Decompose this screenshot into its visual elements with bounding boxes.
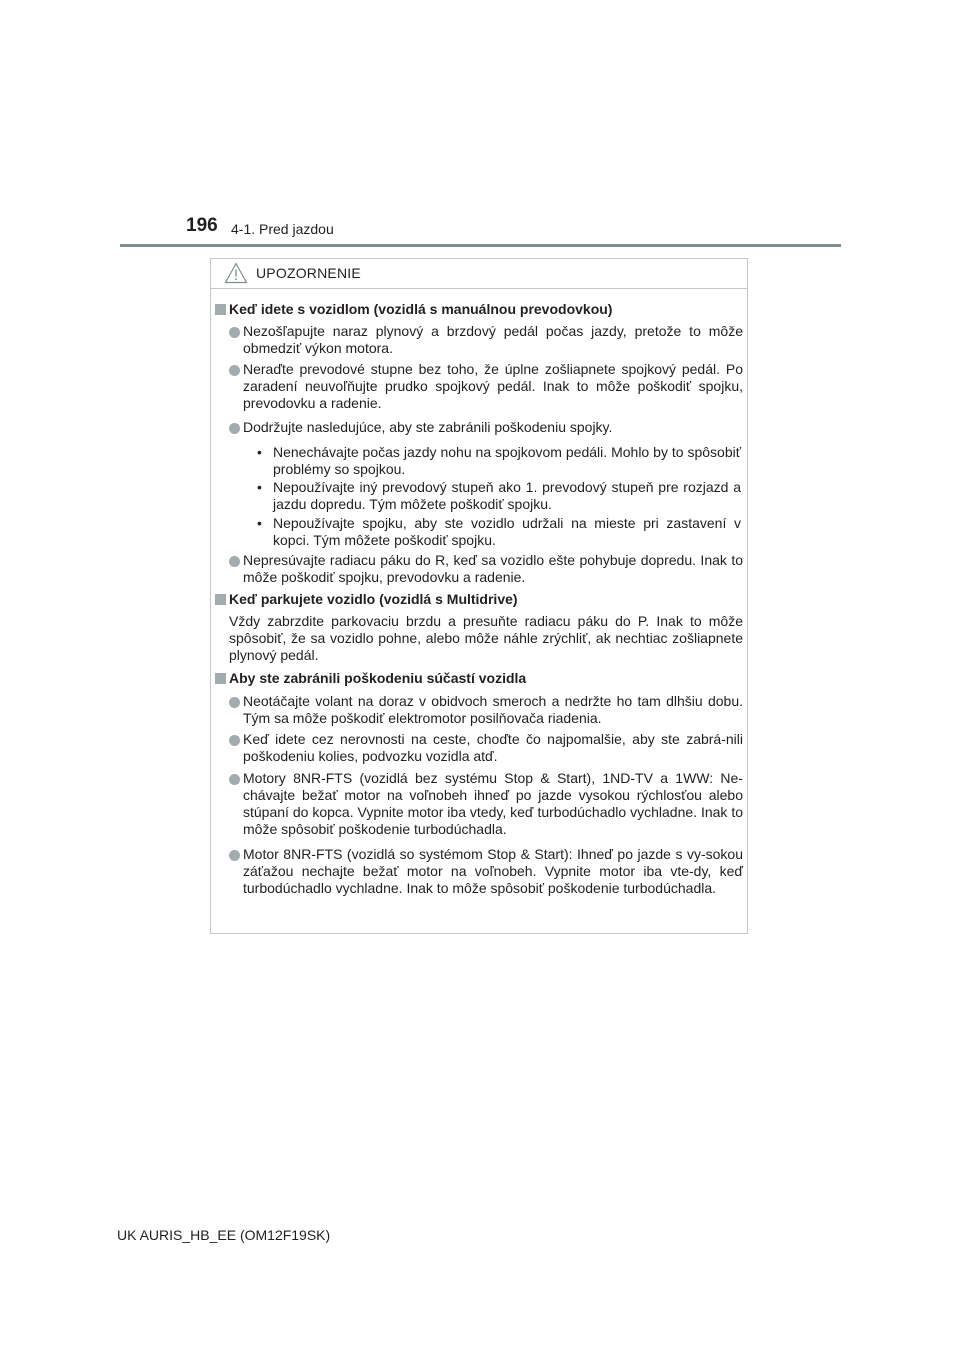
- bullet-dot-icon: [229, 774, 240, 785]
- section-square-icon: [215, 304, 226, 315]
- section-title: 4-1. Pred jazdou: [231, 221, 334, 237]
- bullet-text: Motor 8NR-FTS (vozidlá so systémom Stop & Start): Ihneď po jazde s vy-sokou záťažou nechajte bežať motor na voľnobeh. Vypnite motor iba vte-dy, keď turbodúchadlo vychladne. Inak to môže spôsobiť poškodenie turbodúchadla.: [243, 846, 743, 896]
- bullet-dot-icon: [229, 735, 240, 746]
- warning-header: [211, 259, 747, 289]
- bullet-text: Nezošľapujte naraz plynový a brzdový pedál počas jazdy, pretože to môže obmedziť výkon motora.: [243, 323, 743, 356]
- section-square-icon: [215, 594, 226, 605]
- footer-model-code: UK AURIS_HB_EE (OM12F19SK): [117, 1227, 331, 1243]
- section-heading: Keď idete s vozidlom (vozidlá s manuálnou prevodovkou): [229, 301, 613, 317]
- sub-bullet-text: Nepoužívajte spojku, aby ste vozidlo udržali na mieste pri zastavení v kopci. Tým môžete poškodiť spojku.: [273, 515, 741, 548]
- bullet-text: Dodržujte nasledujúce, aby ste zabránili poškodeniu spojky.: [243, 419, 613, 435]
- bullet-dot-icon: [229, 697, 240, 708]
- bullet-dot-icon: [229, 423, 240, 434]
- section-heading: Keď parkujete vozidlo (vozidlá s Multidrive): [229, 591, 518, 607]
- bullet-dot-icon: [229, 365, 240, 376]
- section-square-icon: [215, 673, 226, 684]
- page-number: 196: [186, 215, 218, 236]
- sub-bullet-icon: •: [257, 515, 262, 531]
- bullet-dot-icon: [229, 850, 240, 861]
- sub-bullet-text: Nenechávajte počas jazdy nohu na spojkovom pedáli. Mohlo by to spôsobiť problémy so spojkou.: [273, 444, 741, 477]
- bullet-text: Nepresúvajte radiacu páku do R, keď sa vozidlo ešte pohybuje dopredu. Inak to môže poškodiť spojku, prevodovku a radenie.: [243, 552, 743, 585]
- bullet-text: Neotáčajte volant na doraz v obidvoch smeroch a nedržte ho tam dlhšiu dobu. Tým sa môže poškodiť elektromotor posilňovača riadenia.: [243, 693, 743, 726]
- bullet-text: Keď idete cez nerovnosti na ceste, choďte čo najpomalšie, aby ste zabrá-nili poškodeniu kolies, podvozku vozidla atď.: [243, 731, 743, 764]
- paragraph-text: Vždy zabrzdite parkovaciu brzdu a presuňte radiacu páku do P. Inak to môže spôsobiť, že sa vozidlo pohne, alebo môže náhle zrýchliť, ak nechtiac zošliapnete plynový pedál.: [229, 613, 743, 663]
- warning-title: UPOZORNENIE: [256, 265, 361, 281]
- bullet-dot-icon: [229, 327, 240, 338]
- section-heading: Aby ste zabránili poškodeniu súčastí vozidla: [229, 670, 527, 686]
- bullet-text: Motory 8NR-FTS (vozidlá bez systému Stop & Start), 1ND-TV a 1WW: Ne-chávajte bežať motor na voľnobeh ihneď po jazde vysokou rýchlosťou alebo stúpaní do kopca. Vypnite motor iba vtedy, keď turbodúchadlo vychladne. Inak to môže spôsobiť poškodenie turbodúchadla.: [243, 770, 743, 837]
- warning-triangle-icon: [224, 262, 248, 289]
- bullet-text: Neraďte prevodové stupne bez toho, že úplne zošliapnete spojkový pedál. Po zaradení neuvoľňujte prudko spojkový pedál. Inak to môže poškodiť spojku, prevodovku a radenie.: [243, 361, 743, 411]
- sub-bullet-icon: •: [257, 444, 262, 460]
- bullet-dot-icon: [229, 556, 240, 567]
- header-rule: [120, 244, 841, 247]
- sub-bullet-text: Nepoužívajte iný prevodový stupeň ako 1. prevodový stupeň pre rozjazd a jazdu dopredu. Tým môžete poškodiť spojku.: [273, 479, 741, 512]
- warning-box: [210, 258, 748, 934]
- sub-bullet-icon: •: [257, 479, 262, 495]
